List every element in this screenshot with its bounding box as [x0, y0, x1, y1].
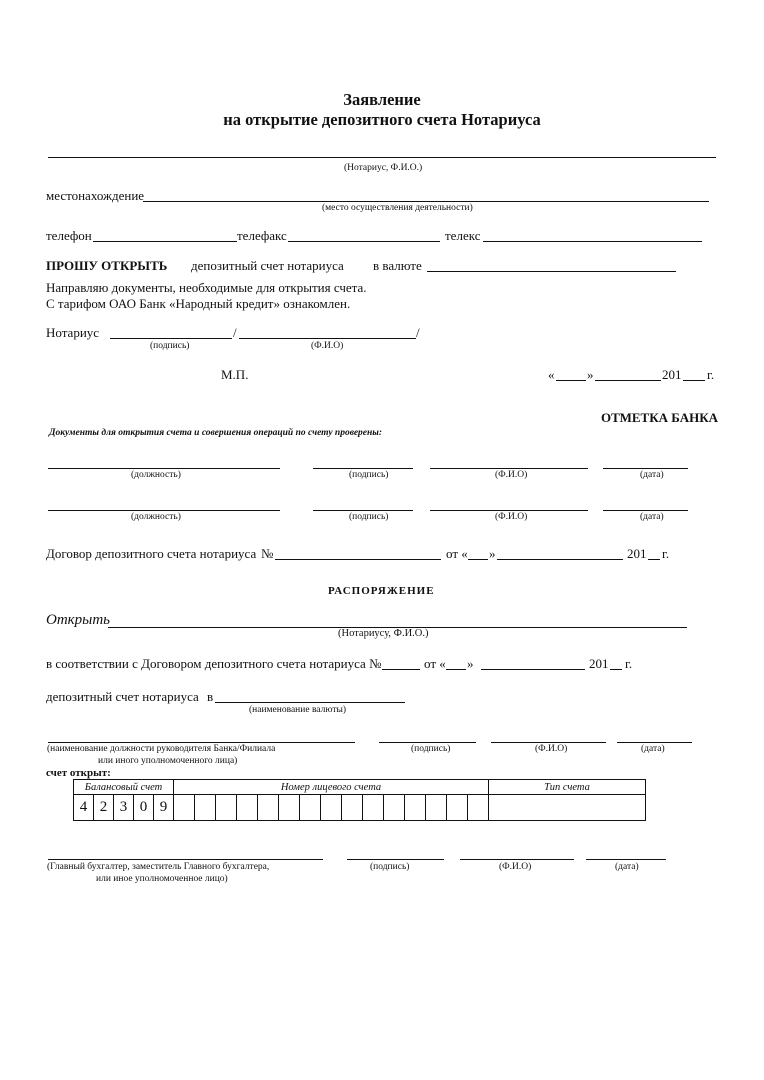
personal-digit-cell[interactable]	[237, 795, 258, 821]
position-caption-1: (должность)	[131, 470, 181, 480]
order-accordance-label: в соответствии с Договором депозитного счета нотариуса №	[46, 656, 382, 671]
personal-digit-cell[interactable]	[405, 795, 426, 821]
order-notary-caption: (Нотариусу, Ф.И.О.)	[338, 628, 429, 639]
head-position-caption-1: (наименование должности руководителя Банка/Филиала	[47, 744, 276, 754]
personal-digit-cell[interactable]	[174, 795, 195, 821]
fio-caption-2: (Ф.И.О)	[495, 512, 528, 522]
contract-no-sign: №	[261, 546, 274, 561]
head-fio-caption: (Ф.И.О)	[535, 744, 568, 754]
position-caption-2: (должность)	[131, 512, 181, 522]
sending-line1: Направляю документы, необходимые для открытия счета.	[46, 280, 367, 295]
balance-digit-cell: 2	[94, 795, 114, 821]
date-g: г.	[707, 367, 715, 382]
contract-year-prefix: 201	[627, 546, 647, 561]
balance-digit-cell: 9	[154, 795, 174, 821]
personal-digit-cell[interactable]	[447, 795, 468, 821]
date-month-field[interactable]	[595, 380, 661, 381]
account-table	[73, 779, 646, 821]
order-year-field[interactable]	[610, 669, 622, 670]
account-opened-label: счет открыт:	[46, 767, 111, 779]
personal-digit-cell[interactable]	[426, 795, 447, 821]
contract-year-field[interactable]	[648, 559, 660, 560]
notary-sign-label: Нотариус	[46, 325, 100, 340]
signature-field-1[interactable]	[313, 468, 413, 469]
head-signature-caption: (подпись)	[411, 744, 451, 754]
personal-digit-cell[interactable]	[300, 795, 321, 821]
phone-field[interactable]	[93, 241, 237, 242]
order-contract-number-field[interactable]	[382, 669, 420, 670]
head-date-caption: (дата)	[641, 744, 665, 754]
personal-account-header: Номер лицевого счета	[174, 780, 489, 795]
personal-digit-cell[interactable]	[468, 795, 489, 821]
notary-fio-caption: (Ф.И.О)	[311, 341, 344, 351]
page-subtitle: на открытие депозитного счета Нотариуса	[223, 110, 541, 129]
personal-digit-cell[interactable]	[195, 795, 216, 821]
order-currency-caption: (наименование валюты)	[249, 705, 347, 715]
page-title: Заявление	[343, 90, 421, 109]
location-field[interactable]	[143, 201, 709, 202]
head-position-field[interactable]	[48, 742, 355, 743]
order-year-prefix: 201	[589, 656, 609, 671]
request-text: депозитный счет нотариуса	[191, 258, 344, 273]
date-field-1[interactable]	[603, 468, 688, 469]
notary-signature-caption: (подпись)	[150, 341, 190, 351]
currency-field[interactable]	[427, 271, 676, 272]
date-quote-close: »	[587, 367, 594, 382]
contract-number-field[interactable]	[275, 559, 441, 560]
date-caption-1: (дата)	[640, 470, 664, 480]
accountant-signature-caption: (подпись)	[370, 862, 410, 872]
account-type-header: Тип счета	[489, 780, 646, 795]
personal-digit-cell[interactable]	[363, 795, 384, 821]
personal-digit-cell[interactable]	[258, 795, 279, 821]
fax-label: телефакс	[237, 228, 287, 243]
order-currency-field[interactable]	[215, 702, 405, 703]
fio-caption-1: (Ф.И.О)	[495, 470, 528, 480]
order-deposit-label: депозитный счет нотариуса	[46, 689, 199, 704]
accountant-date-caption: (дата)	[615, 862, 639, 872]
position-field-1[interactable]	[48, 468, 280, 469]
date-day-field[interactable]	[556, 380, 586, 381]
contract-g: г.	[662, 546, 670, 561]
location-label: местонахождение	[46, 188, 145, 203]
head-position-caption-2: или иного уполномоченного лица)	[98, 756, 238, 766]
account-type-cell[interactable]	[489, 795, 646, 821]
sending-line2: С тарифом ОАО Банк «Народный кредит» ознакомлен.	[46, 296, 351, 311]
personal-digit-cell[interactable]	[216, 795, 237, 821]
notary-name-caption: (Нотариус, Ф.И.О.)	[344, 163, 423, 173]
currency-label: в валюте	[373, 258, 422, 273]
order-from: от «	[424, 656, 446, 671]
request-label: ПРОШУ ОТКРЫТЬ	[46, 258, 168, 273]
contract-month-field[interactable]	[497, 559, 623, 560]
contract-label: Договор депозитного счета нотариуса	[46, 546, 257, 561]
balance-digit-cell: 4	[74, 795, 94, 821]
notary-slash-2: /	[416, 325, 420, 340]
fax-field[interactable]	[288, 241, 440, 242]
contract-from: от «	[446, 546, 468, 561]
personal-digit-cell[interactable]	[384, 795, 405, 821]
fio-field-1[interactable]	[430, 468, 588, 469]
telex-label: телекс	[445, 228, 481, 243]
order-quote-close: »	[467, 656, 474, 671]
notary-name-field[interactable]	[48, 157, 716, 158]
stamp-mp: М.П.	[221, 367, 249, 382]
accountant-fio-field[interactable]	[460, 859, 574, 860]
order-open-label: Открыть	[46, 612, 110, 628]
date-quote-open: «	[548, 367, 555, 382]
signature-field-2[interactable]	[313, 510, 413, 511]
notary-slash-1: /	[233, 325, 237, 340]
bank-mark-title: ОТМЕТКА БАНКА	[601, 410, 719, 425]
head-fio-field[interactable]	[491, 742, 606, 743]
accountant-caption-2: или иное уполномоченное лицо)	[96, 874, 228, 884]
order-month-field[interactable]	[481, 669, 585, 670]
head-signature-field[interactable]	[379, 742, 476, 743]
date-year-prefix: 201	[662, 367, 682, 382]
docs-checked-text: Документы для открытия счета и совершения операций по счету проверены:	[49, 428, 383, 438]
contract-quote-close: »	[489, 546, 496, 561]
date-year-field[interactable]	[683, 380, 705, 381]
balance-digit-cell: 0	[134, 795, 154, 821]
order-title: РАСПОРЯЖЕНИЕ	[328, 585, 435, 597]
location-caption: (место осуществления деятельности)	[322, 203, 473, 213]
head-date-field[interactable]	[617, 742, 692, 743]
order-g: г.	[625, 656, 633, 671]
personal-digit-cell[interactable]	[279, 795, 300, 821]
phone-label: телефон	[46, 228, 92, 243]
personal-digit-cell[interactable]	[342, 795, 363, 821]
contract-day-field[interactable]	[468, 559, 488, 560]
accountant-fio-caption: (Ф.И.О)	[499, 862, 532, 872]
accountant-signature-field[interactable]	[347, 859, 444, 860]
signature-caption-1: (подпись)	[349, 470, 389, 480]
notary-signature-field[interactable]	[110, 338, 232, 339]
accountant-position-field[interactable]	[48, 859, 323, 860]
fio-field-2[interactable]	[430, 510, 588, 511]
personal-digit-cell[interactable]	[321, 795, 342, 821]
accountant-date-field[interactable]	[586, 859, 666, 860]
date-field-2[interactable]	[603, 510, 688, 511]
balance-digit-cell: 3	[114, 795, 134, 821]
date-caption-2: (дата)	[640, 512, 664, 522]
position-field-2[interactable]	[48, 510, 280, 511]
order-day-field[interactable]	[446, 669, 466, 670]
telex-field[interactable]	[483, 241, 702, 242]
signature-caption-2: (подпись)	[349, 512, 389, 522]
notary-fio-field[interactable]	[239, 338, 416, 339]
accountant-caption-1: (Главный бухгалтер, заместитель Главного бухгалтера,	[47, 862, 270, 872]
balance-account-header: Балансовый счет	[74, 780, 174, 795]
order-v: в	[207, 689, 214, 704]
